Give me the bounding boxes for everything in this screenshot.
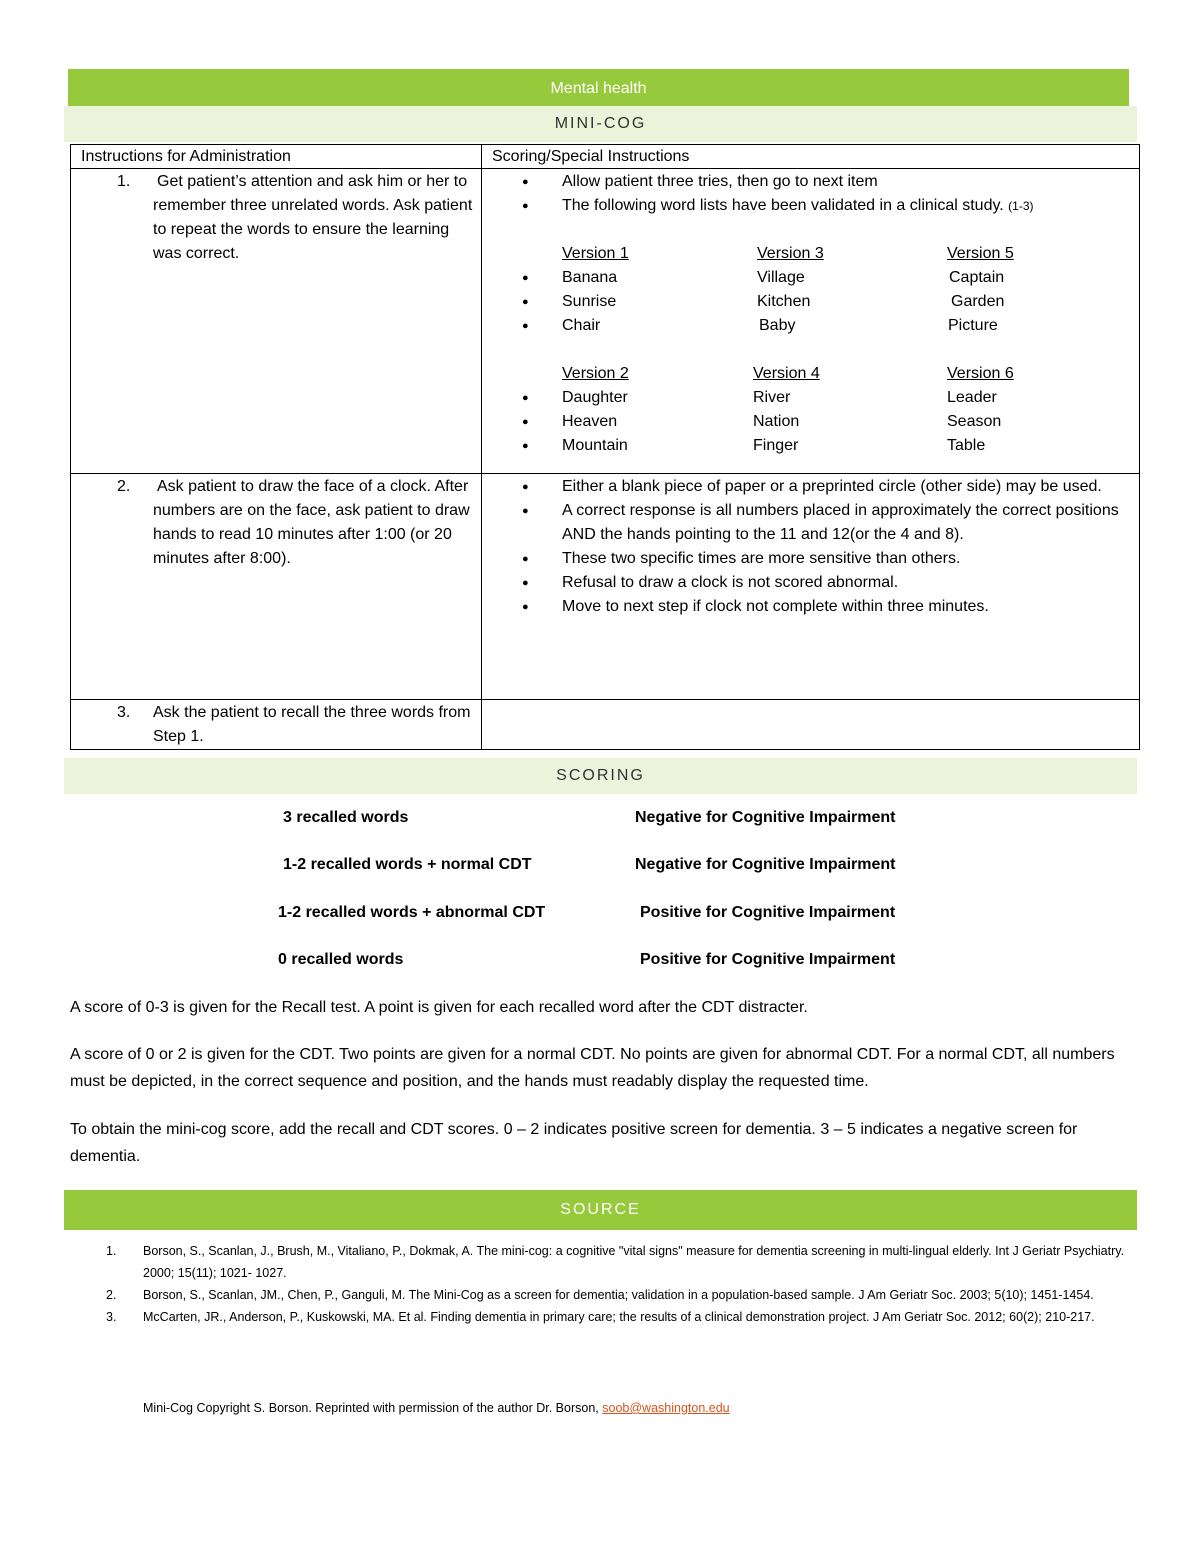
- list-item: 2. Borson, S., Scanlan, JM., Chen, P., Ganguli, M. The Mini-Cog as a screen for dementia; validation in a population-based sample. J Am Geriatr Soc. 2003; 5(10); 1451-1454.: [106, 1288, 1094, 1302]
- version-5-header: Version 5: [947, 245, 1014, 262]
- word: Season: [947, 413, 1002, 430]
- version-3-column: [757, 242, 947, 338]
- copyright-note: Mini-Cog Copyright S. Borson. Reprinted with permission of the author Dr. Borson, soob@washington.edu: [143, 1401, 730, 1415]
- list-item: ● A correct response is all numbers placed in approximately the correct positions AND the hands pointing to the 11 and 12(or the 4 and 8).: [482, 499, 1139, 547]
- word: Garden: [951, 293, 1005, 310]
- step-2-row: [71, 474, 1140, 700]
- version-5-column: [947, 242, 1014, 338]
- word: Captain: [949, 269, 1005, 286]
- word: Chair: [562, 317, 601, 334]
- version-2-header: Version 2: [562, 365, 629, 382]
- section-title-band: [68, 69, 1129, 109]
- scoring-row: 0 recalled words Positive for Cognitive Impairment: [278, 951, 896, 968]
- scoring-row: 3 recalled words Negative for Cognitive Impairment: [283, 809, 896, 826]
- section-title: Mental health: [550, 80, 647, 97]
- version-6-header: Version 6: [947, 365, 1014, 382]
- list-item: 1. Borson, S., Scanlan, J., Brush, M., Vitaliano, P., Dokmak, A. The mini-cog: a cognitive "vital signs" measure for dementia screening in multi-lingual elderly. Int J Geriatr Psychiatry. 2000; 15(11); 1021- 1027.: [106, 1244, 1125, 1280]
- list-item: ● The following word lists have been validated in a clinical study. (1-3): [482, 194, 1139, 218]
- list-item: ● These two specific times are more sensitive than others.: [482, 547, 1139, 571]
- word: Kitchen: [757, 293, 811, 310]
- list-item: ● Allow patient three tries, then go to next item: [482, 170, 1139, 194]
- word: Banana: [562, 269, 618, 286]
- step-3-scoring: [482, 700, 1140, 750]
- word: Leader: [947, 389, 997, 406]
- word-list-versions-b: [482, 362, 1139, 458]
- table-header-row: [71, 145, 1140, 169]
- word: Picture: [948, 317, 998, 334]
- reference-list: [70, 1240, 1130, 1328]
- scoring-row: 1-2 recalled words + normal CDT Negative for Cognitive Impairment: [283, 856, 896, 873]
- word: Sunrise: [562, 293, 617, 310]
- source-title: SOURCE: [560, 1201, 641, 1218]
- scoring-row: 1-2 recalled words + abnormal CDT Positive for Cognitive Impairment: [278, 904, 896, 921]
- list-item: ● Refusal to draw a clock is not scored abnormal.: [482, 571, 1139, 595]
- instructions-table: [70, 144, 1140, 750]
- bullet-column: ● ● ●: [522, 272, 529, 332]
- step-1-instruction: [71, 169, 482, 474]
- word: Finger: [753, 437, 799, 454]
- author-email-link[interactable]: soob@washington.edu: [602, 1401, 730, 1415]
- step-1-number: 1.: [117, 173, 131, 190]
- word: Baby: [759, 317, 796, 334]
- word: Village: [757, 269, 805, 286]
- step-2-scoring: [482, 474, 1140, 700]
- step-2-number: 2.: [117, 478, 131, 495]
- col-left-header: Instructions for Administration: [71, 145, 482, 169]
- version-4-header: Version 4: [753, 365, 820, 382]
- total-score-paragraph: To obtain the mini-cog score, add the recall and CDT scores. 0 – 2 indicates positive screen for dementia. 3 – 5 indicates a negative screen for dementia.: [70, 1121, 1078, 1165]
- col-right-header: Scoring/Special Instructions: [482, 145, 1140, 169]
- word-list-versions-a: [482, 242, 1139, 338]
- version-3-header: Version 3: [757, 245, 824, 262]
- step-1-row: [71, 169, 1140, 474]
- list-item: ● Move to next step if clock not complete within three minutes.: [482, 595, 1139, 619]
- version-2-column: [562, 362, 753, 458]
- source-title-band: [64, 1190, 1137, 1230]
- scoring-title-band: [64, 758, 1137, 794]
- step-2-instruction: [71, 474, 482, 700]
- word: Nation: [753, 413, 800, 430]
- step-3-instruction: [71, 700, 482, 750]
- version-1-column: [562, 242, 757, 338]
- citation-ref: (1-3): [1008, 199, 1034, 213]
- version-4-column: [753, 362, 947, 458]
- doc-title-band: [64, 106, 1137, 142]
- version-6-column: [947, 362, 1014, 458]
- word: Heaven: [562, 413, 618, 430]
- step-1-scoring: [482, 169, 1140, 474]
- scoring-title: SCORING: [556, 767, 645, 784]
- step-3-text: Ask the patient to recall the three words from Step 1.: [153, 704, 471, 745]
- cdt-score-paragraph: A score of 0 or 2 is given for the CDT. Two points are given for a normal CDT. No points are given for abnormal CDT. For a normal CDT, all numbers must be depicted, in the correct sequence and position, and the hands must readably display the requested time.: [70, 1046, 1115, 1090]
- version-1-header: Version 1: [562, 245, 629, 262]
- step-3-row: [71, 700, 1140, 750]
- word: Daughter: [562, 389, 628, 406]
- step-1-text: Get patient’s attention and ask him or her to remember three unrelated words. Ask patient to repeat the words to ensure the learning was correct.: [153, 173, 473, 262]
- word: Mountain: [562, 437, 628, 454]
- word: Table: [947, 437, 986, 454]
- list-item: ● Either a blank piece of paper or a preprinted circle (other side) may be used.: [482, 475, 1139, 499]
- step-3-number: 3.: [117, 704, 131, 721]
- step-2-text: Ask patient to draw the face of a clock. After numbers are on the face, ask patient to draw hands to read 10 minutes after 1:00 (or 20 minutes after 8:00).: [153, 478, 470, 567]
- word: River: [753, 389, 791, 406]
- recall-score-paragraph: A score of 0-3 is given for the Recall test. A point is given for each recalled word after the CDT distracter.: [70, 999, 808, 1016]
- doc-title: MINI-COG: [554, 115, 647, 132]
- list-item: 3. McCarten, JR., Anderson, P., Kuskowski, MA. Et al. Finding dementia in primary care; the results of a clinical demonstration project. J Am Geriatr Soc. 2012; 60(2); 210-217.: [106, 1310, 1095, 1324]
- bullet-column: ● ● ●: [522, 392, 529, 452]
